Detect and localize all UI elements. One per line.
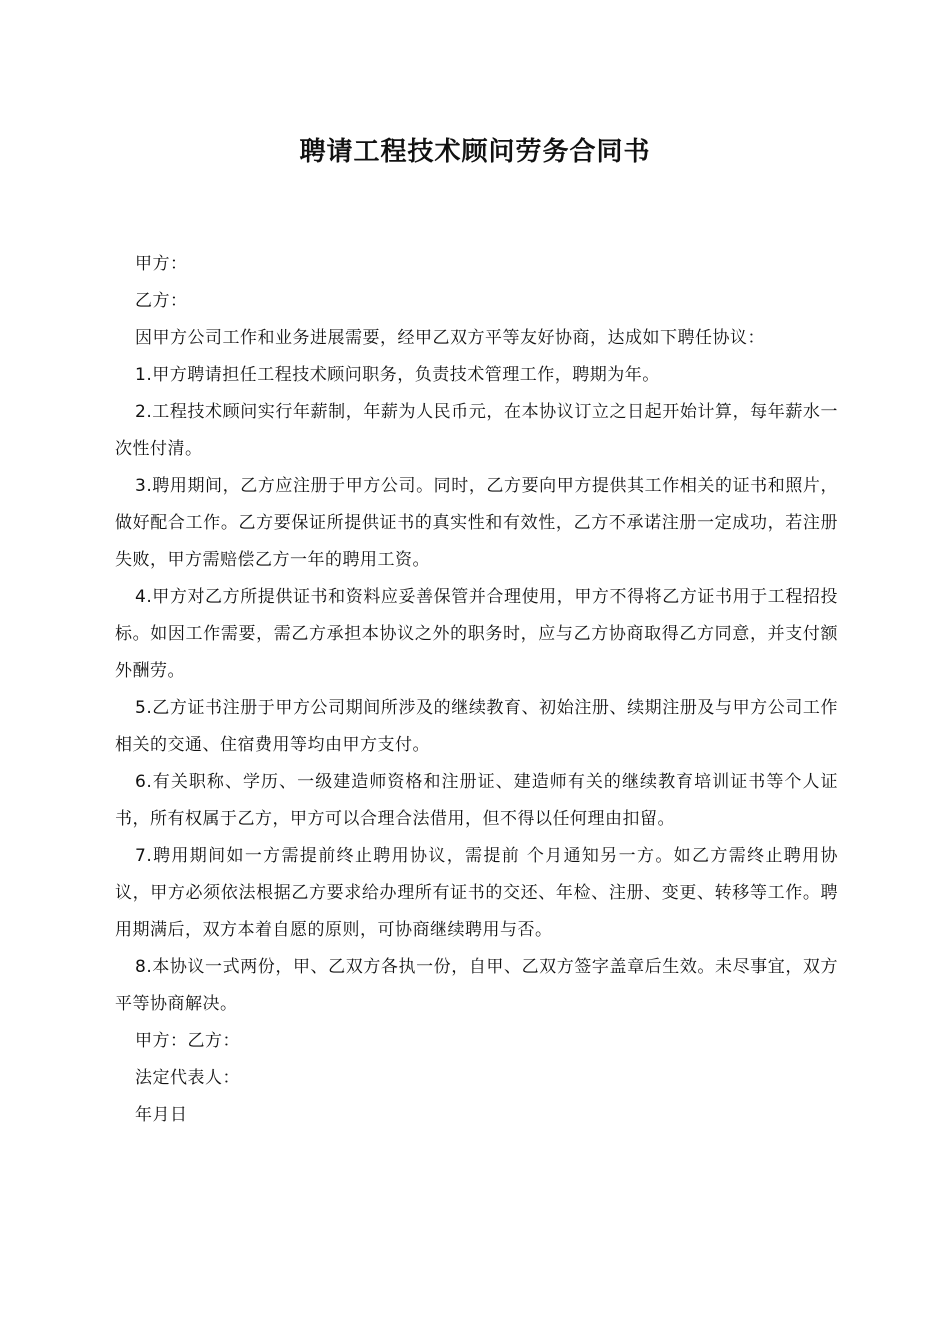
- clause-8: 8.本协议一式两份，甲、乙双方各执一份，自甲、乙双方签字盖章后生效。未尽事宜，双方平等协商解决。: [115, 957, 838, 1014]
- preamble-paragraph: 因甲方公司工作和业务进展需要，经甲乙双方平等友好协商，达成如下聘任协议：: [135, 328, 765, 348]
- clause-6: 6.有关职称、学历、一级建造师资格和注册证、建造师有关的继续教育培训证书等个人证书，所有权属于乙方，甲方可以合理合法借用，但不得以任何理由扣留。: [115, 772, 838, 829]
- party-b-line: 乙方：: [135, 291, 188, 311]
- clause-2: 2.工程技术顾问实行年薪制，年薪为人民币元，在本协议订立之日起开始计算，每年薪水一次性付清。: [115, 402, 838, 459]
- clause-3: 3.聘用期间，乙方应注册于甲方公司。同时，乙方要向甲方提供其工作相关的证书和照片，做好配合工作。乙方要保证所提供证书的真实性和有效性，乙方不承诺注册一定成功，若注册失败，甲方需赔偿乙方一年的聘用工资。: [115, 476, 838, 570]
- date-line: 年月日: [135, 1105, 188, 1125]
- clause-1: 1.甲方聘请担任工程技术顾问职务，负责技术管理工作，聘期为年。: [135, 365, 660, 385]
- document-title: 聘请工程技术顾问劳务合同书: [299, 137, 651, 167]
- clause-7: 7.聘用期间如一方需提前终止聘用协议，需提前 个月通知另一方。如乙方需终止聘用协议，甲方必须依法根据乙方要求给办理所有证书的交还、年检、注册、变更、转移等工作。聘用期满后，双方本着自愿的原则，可协商继续聘用与否。: [115, 846, 838, 940]
- signature-parties-line: 甲方：乙方：: [135, 1031, 240, 1051]
- document-body: [115, 246, 838, 1134]
- clause-5: 5.乙方证书注册于甲方公司期间所涉及的继续教育、初始注册、续期注册及与甲方公司工作相关的交通、住宿费用等均由甲方支付。: [115, 698, 838, 755]
- clause-4: 4.甲方对乙方所提供证书和资料应妥善保管并合理使用，甲方不得将乙方证书用于工程招投标。如因工作需要，需乙方承担本协议之外的职务时，应与乙方协商取得乙方同意，并支付额外酬劳。: [115, 587, 838, 681]
- legal-representative-line: 法定代表人：: [135, 1068, 240, 1088]
- party-a-line: 甲方：: [135, 254, 188, 274]
